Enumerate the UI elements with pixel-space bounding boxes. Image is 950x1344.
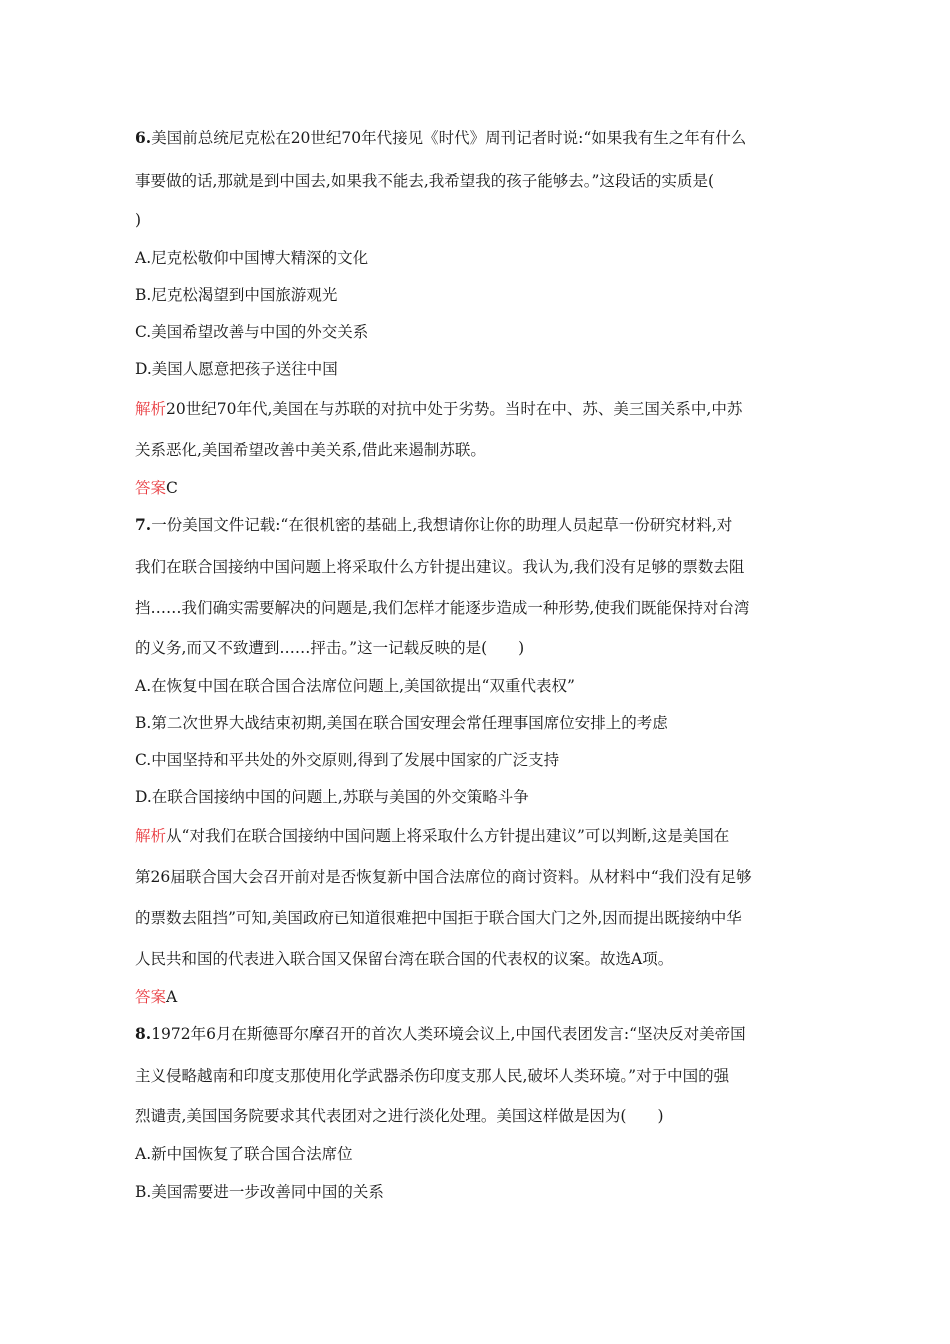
- q8-option-b: B.美国需要进一步改善同中国的关系: [135, 1183, 384, 1201]
- q7-stem-line-2: 我们在联合国接纳中国问题上将采取什么方针提出建议。我认为,我们没有足够的票数去阻: [135, 558, 745, 576]
- q7-answer-value: A: [166, 988, 178, 1006]
- q7-number: 7.: [135, 515, 152, 534]
- q7-answer: [135, 987, 825, 1007]
- q6-answer-label: 答案: [135, 479, 167, 497]
- q7-analysis-line-1: 解析从“对我们在联合国接纳中国问题上将采取什么方针提出建议”可以判断,这是美国在: [135, 827, 730, 845]
- q7-analysis-line-4: 人民共和国的代表进入联合国又保留台湾在联合国的代表权的议案。故选A项。: [135, 950, 674, 968]
- q6-analysis-line-1: 解析20世纪70年代,美国在与苏联的对抗中处于劣势。当时在中、苏、美三国关系中,中苏: [135, 400, 743, 418]
- q7-option-c: C.中国坚持和平共处的外交原则,得到了发展中国家的广泛支持: [135, 751, 560, 769]
- q6-option-d: D.美国人愿意把孩子送往中国: [135, 360, 338, 378]
- q7-option-a: A.在恢复中国在联合国合法席位问题上,美国欲提出“双重代表权”: [135, 677, 575, 695]
- q7-option-b: B.第二次世界大战结束初期,美国在联合国安理会常任理事国席位安排上的考虑: [135, 714, 668, 732]
- q7-stem-line-4: 的义务,而又不致遭到……抨击。”这一记载反映的是( ): [135, 639, 525, 657]
- q7-answer-label: 答案: [135, 988, 167, 1006]
- q8-number: 8.: [135, 1024, 152, 1043]
- q8-stem-line-2: 主义侵略越南和印度支那使用化学武器杀伤印度支那人民,破坏人类环境。”对于中国的强: [135, 1067, 730, 1085]
- q6-answer-value: C: [166, 479, 178, 497]
- q7-stem-line-3: 挡……我们确实需要解决的问题是,我们怎样才能逐步造成一种形势,使我们既能保持对台湾: [135, 599, 750, 617]
- q8-option-a: A.新中国恢复了联合国合法席位: [135, 1145, 353, 1163]
- q6-analysis-line-2: 关系恶化,美国希望改善中美关系,借此来遏制苏联。: [135, 441, 486, 459]
- q7-option-d: D.在联合国接纳中国的问题上,苏联与美国的外交策略斗争: [135, 788, 529, 806]
- q8-stem-line-3: 烈谴责,美国国务院要求其代表团对之进行淡化处理。美国这样做是因为( ): [135, 1107, 664, 1125]
- q6-stem-line-1: 6.美国前总统尼克松在20世纪70年代接见《时代》周刊记者时说:“如果我有生之年有什么: [135, 128, 747, 147]
- q7-stem-line-1: 7.一份美国文件记载:“在很机密的基础上,我想请你让你的助理人员起草一份研究材料,对: [135, 515, 733, 534]
- q7-analysis-label: 解析: [135, 827, 167, 845]
- q6-analysis-label: 解析: [135, 400, 167, 418]
- q7-analysis-line-2: 第26届联合国大会召开前对是否恢复新中国合法席位的商讨资料。从材料中“我们没有足够: [135, 868, 752, 886]
- q6-answer: [135, 478, 825, 498]
- q7-analysis-line-3: 的票数去阻挡”可知,美国政府已知道很难把中国拒于联合国大门之外,因而提出既接纳中华: [135, 909, 742, 927]
- q6-option-c: C.美国希望改善与中国的外交关系: [135, 323, 369, 341]
- q8-stem-line-1: 8.1972年6月在斯德哥尔摩召开的首次人类环境会议上,中国代表团发言:“坚决反对美帝国: [135, 1024, 746, 1043]
- q6-stem-line-2: 事要做的话,那就是到中国去,如果我不能去,我希望我的孩子能够去。”这段话的实质是(: [135, 172, 715, 190]
- q6-stem-line-3: ): [135, 211, 142, 229]
- q6-option-a: A.尼克松敬仰中国博大精深的文化: [135, 249, 369, 267]
- q6-option-b: B.尼克松渴望到中国旅游观光: [135, 286, 338, 304]
- q6-number: 6.: [135, 128, 152, 147]
